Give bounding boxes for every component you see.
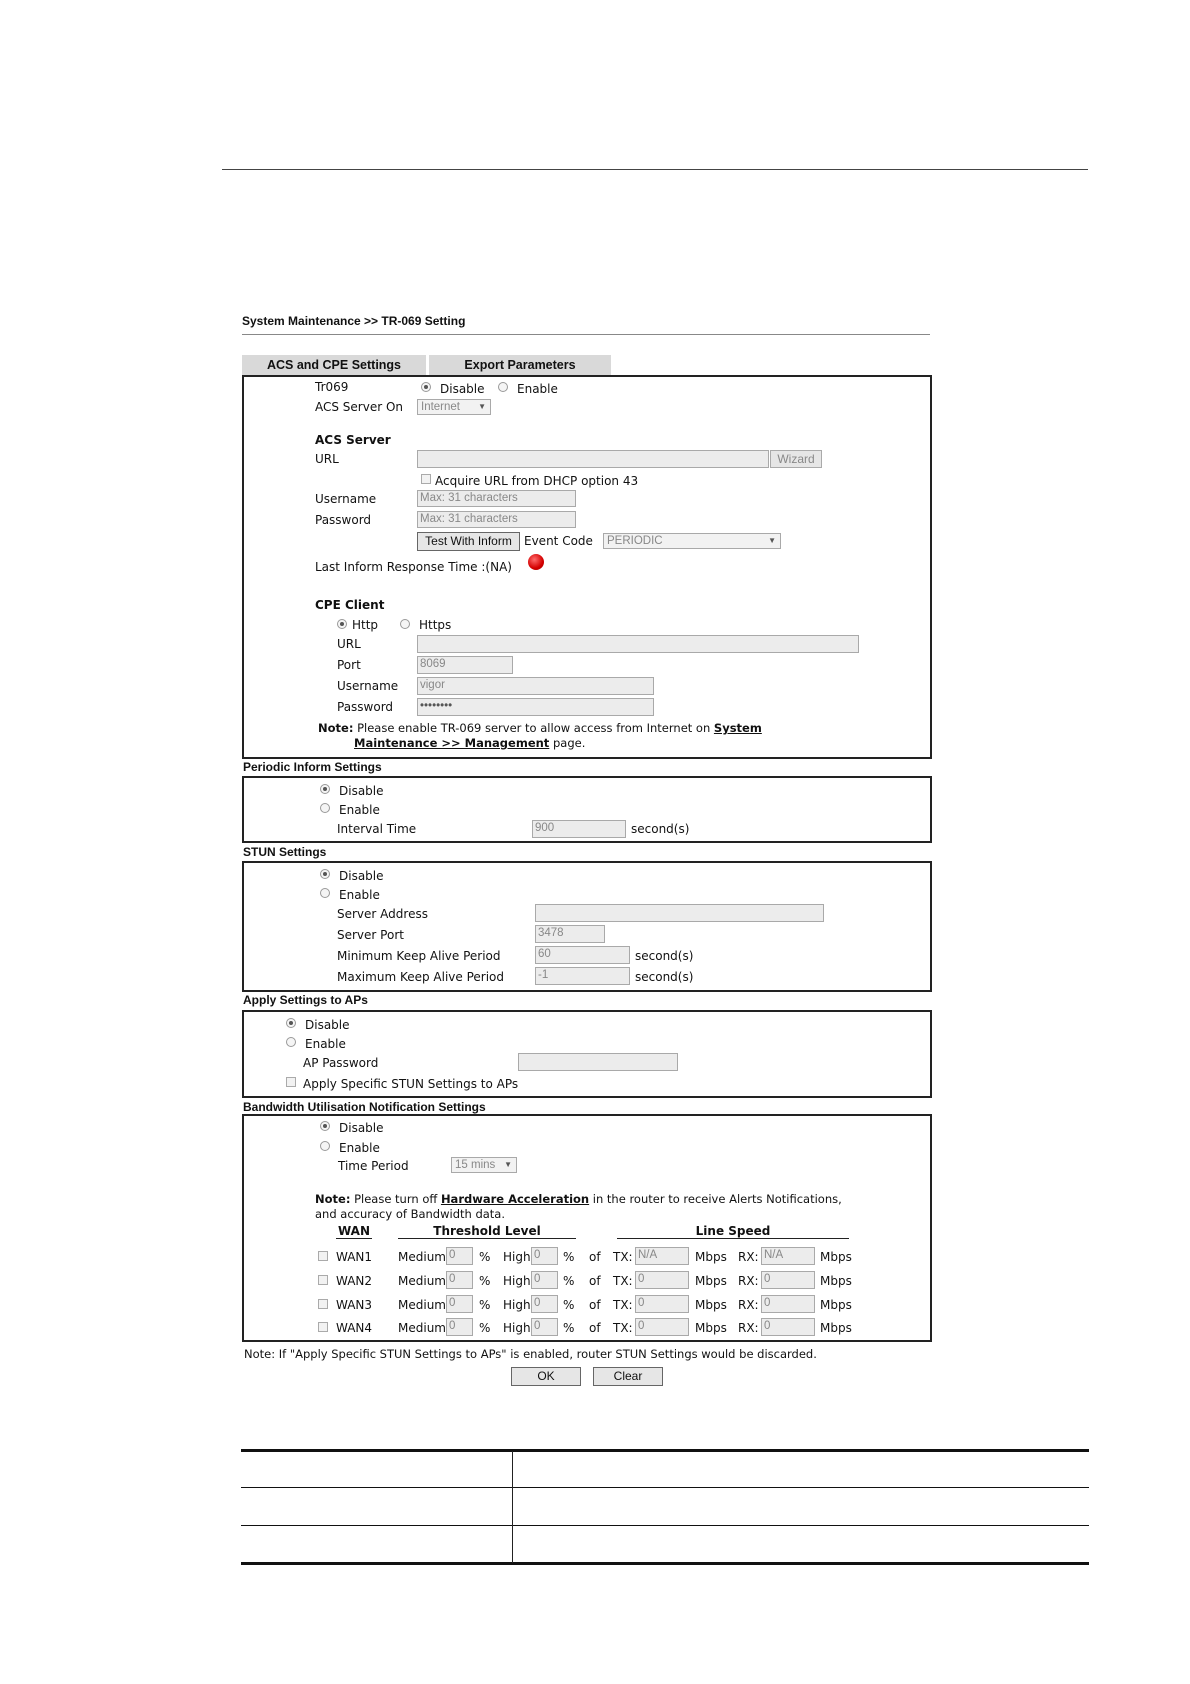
interval-unit: second(s) [631,822,690,836]
wan4-medium-input[interactable]: 0 [446,1318,473,1336]
max-keep-alive-unit: second(s) [635,970,694,984]
wan1-rx-unit: Mbps [820,1250,852,1264]
periodic-enable-radio[interactable] [320,803,330,813]
wan4-of-label: of [589,1321,601,1335]
wan3-of-label: of [589,1298,601,1312]
wan4-tx-label: TX: [613,1321,633,1335]
title-divider [242,334,930,335]
wan2-high-percent: % [563,1274,575,1288]
stun-disable-radio[interactable] [320,869,330,879]
wan2-medium-percent: % [479,1274,491,1288]
col-wan-header: WAN [337,1224,371,1238]
wan3-high-percent: % [563,1298,575,1312]
stun-server-address-input[interactable] [535,904,824,922]
wan4-medium-label: Medium [398,1321,446,1335]
wan1-label: WAN1 [336,1250,373,1264]
tr069-disable-radio[interactable] [421,382,431,392]
status-indicator-icon [528,554,544,570]
acs-server-on-select[interactable] [417,399,491,415]
acs-url-input[interactable] [417,450,769,468]
table-row-divider [241,1525,1089,1526]
time-period-value: 15 mins [455,1159,496,1171]
chevron-down-icon: ▼ [504,1160,512,1169]
ok-button[interactable]: OK [511,1367,581,1386]
wan4-rx-unit: Mbps [820,1321,852,1335]
aps-disable-radio[interactable] [286,1018,296,1028]
cpe-port-input[interactable]: 8069 [417,656,513,674]
periodic-inform-heading: Periodic Inform Settings [243,760,382,774]
wan2-label: WAN2 [336,1274,373,1288]
wan4-high-label: High [503,1321,531,1335]
maintenance-management-link[interactable]: Maintenance >> Management [354,736,550,750]
cpe-username-label: Username [337,679,399,693]
chevron-down-icon: ▼ [478,402,486,411]
interval-time-label: Interval Time [337,822,417,836]
wan4-tx-unit: Mbps [695,1321,727,1335]
wan3-label: WAN3 [336,1298,373,1312]
time-period-label: Time Period [338,1159,409,1173]
wan1-medium-input[interactable]: 0 [446,1247,473,1265]
wan1-high-input[interactable]: 0 [531,1247,558,1265]
table-column-divider [512,1451,513,1563]
aps-enable-label: Enable [305,1037,346,1051]
wan1-high-percent: % [563,1250,575,1264]
time-period-select[interactable] [451,1157,517,1173]
bandwidth-heading: Bandwidth Utilisation Notification Settings [243,1100,486,1114]
wan4-tx-input[interactable]: 0 [635,1318,689,1336]
cpe-note-suffix: page. [552,736,586,750]
bw-note-text-1: Please turn off [354,1192,438,1206]
periodic-enable-label: Enable [339,803,380,817]
cpe-password-label: Password [337,700,394,714]
apply-stun-checkbox[interactable] [286,1077,296,1087]
tab-export-parameters[interactable]: Export Parameters [429,355,611,375]
periodic-disable-label: Disable [339,784,384,798]
acs-password-input[interactable]: Max: 31 characters [417,511,576,528]
bw-note-prefix: Note: [315,1192,351,1206]
dhcp-option-checkbox[interactable] [421,474,431,484]
bw-enable-label: Enable [339,1141,380,1155]
wan2-high-label: High [503,1274,531,1288]
wan4-label: WAN4 [336,1321,373,1335]
wan4-medium-percent: % [479,1321,491,1335]
wan1-tx-unit: Mbps [695,1250,727,1264]
tab-acs-cpe-settings[interactable]: ACS and CPE Settings [242,355,426,375]
bw-disable-radio[interactable] [320,1121,330,1131]
tr069-enable-radio[interactable] [498,382,508,392]
stun-enable-label: Enable [339,888,380,902]
wan1-tx-label: TX: [613,1250,633,1264]
wan3-rx-input[interactable]: 0 [761,1295,815,1313]
system-link[interactable]: System [713,721,762,735]
wan4-rx-input[interactable]: 0 [761,1318,815,1336]
stun-server-address-label: Server Address [337,907,428,921]
wan1-tx-input[interactable]: N/A [635,1247,689,1265]
bw-disable-label: Disable [339,1121,384,1135]
cpe-http-label: Http [352,618,379,632]
wan3-rx-unit: Mbps [820,1298,852,1312]
wan3-tx-label: TX: [613,1298,633,1312]
wan2-rx-unit: Mbps [820,1274,852,1288]
stun-enable-radio[interactable] [320,888,330,898]
wan2-checkbox[interactable] [318,1275,328,1285]
wan2-medium-label: Medium [398,1274,446,1288]
min-keep-alive-input[interactable]: 60 [535,946,630,964]
acs-server-on-value: Internet [421,401,460,413]
wan2-of-label: of [589,1274,601,1288]
wan3-rx-label: RX: [738,1298,759,1312]
tr069-label: Tr069 [315,380,349,394]
wan4-checkbox[interactable] [318,1322,328,1332]
wan3-high-label: High [503,1298,531,1312]
event-code-select[interactable] [603,533,781,549]
wan3-tx-input[interactable]: 0 [635,1295,689,1313]
cpe-note-prefix: Note: [318,721,354,735]
cpe-http-radio[interactable] [337,619,347,629]
event-code-value: PERIODIC [607,535,663,547]
table-top-rule [241,1449,1089,1452]
cpe-url-label: URL [337,637,361,651]
wan1-high-label: High [503,1250,531,1264]
col-line-speed-header: Line Speed [617,1224,849,1239]
bw-enable-radio[interactable] [320,1141,330,1151]
footer-note: Note: If "Apply Specific STUN Settings to APs" is enabled, router STUN Settings would be discarded. [244,1347,817,1361]
wan4-high-input[interactable]: 0 [531,1318,558,1336]
wan1-medium-percent: % [479,1250,491,1264]
event-code-label: Event Code [524,534,593,548]
cpe-client-heading: CPE Client [315,598,385,612]
wan2-high-input[interactable]: 0 [531,1271,558,1289]
wan3-checkbox[interactable] [318,1299,328,1309]
min-keep-alive-label: Minimum Keep Alive Period [337,949,501,963]
interval-time-input[interactable]: 900 [532,820,626,838]
wan4-rx-label: RX: [738,1321,759,1335]
acs-server-heading: ACS Server [315,433,391,447]
wan1-rx-input[interactable]: N/A [761,1247,815,1265]
wan1-rx-label: RX: [738,1250,759,1264]
wan2-rx-input[interactable]: 0 [761,1271,815,1289]
aps-disable-label: Disable [305,1018,350,1032]
test-with-inform-button[interactable]: Test With Inform [417,532,520,551]
cpe-note-text: Please enable TR-069 server to allow access from Internet on [357,721,711,735]
periodic-disable-radio[interactable] [320,784,330,794]
acs-server-on-label: ACS Server On [315,400,404,414]
cpe-password-input[interactable]: •••••••• [417,698,654,716]
wan2-medium-input[interactable]: 0 [446,1271,473,1289]
wan3-medium-percent: % [479,1298,491,1312]
wan1-of-label: of [589,1250,601,1264]
dhcp-option-label: Acquire URL from DHCP option 43 [435,474,639,488]
bw-note-text-2: in the router to receive Alerts Notifications, [592,1192,842,1206]
wan3-medium-input[interactable]: 0 [446,1295,473,1313]
cpe-https-label: Https [419,618,452,632]
cpe-url-input[interactable] [417,635,859,653]
page-title: System Maintenance >> TR-069 Setting [242,314,466,328]
aps-enable-radio[interactable] [286,1037,296,1047]
col-threshold-header: Threshold Level [398,1224,576,1239]
wan2-rx-label: RX: [738,1274,759,1288]
wan1-checkbox[interactable] [318,1251,328,1261]
bw-note-line-2: and accuracy of Bandwidth data. [315,1207,506,1221]
wan4-high-percent: % [563,1321,575,1335]
max-keep-alive-label: Maximum Keep Alive Period [337,970,505,984]
wan1-medium-label: Medium [398,1250,446,1264]
cpe-username-input[interactable]: vigor [417,677,654,695]
stun-server-port-label: Server Port [337,928,404,942]
wan3-tx-unit: Mbps [695,1298,727,1312]
ap-password-input[interactable] [518,1053,678,1071]
wizard-button[interactable]: Wizard [770,450,822,468]
clear-button[interactable]: Clear [593,1367,663,1386]
table-row-divider [241,1487,1089,1488]
stun-server-port-input[interactable]: 3478 [535,925,605,943]
page-top-rule [222,169,1088,170]
ap-password-label: AP Password [303,1056,379,1070]
wan2-tx-input[interactable]: 0 [635,1271,689,1289]
min-keep-alive-unit: second(s) [635,949,694,963]
cpe-https-radio[interactable] [400,619,410,629]
wan3-medium-label: Medium [398,1298,446,1312]
tr069-disable-label: Disable [440,382,485,396]
stun-disable-label: Disable [339,869,384,883]
cpe-port-label: Port [337,658,361,672]
tr069-enable-label: Enable [517,382,558,396]
acs-username-label: Username [315,492,377,506]
wan2-tx-unit: Mbps [695,1274,727,1288]
apply-aps-heading: Apply Settings to APs [243,993,368,1007]
wan3-high-input[interactable]: 0 [531,1295,558,1313]
acs-password-label: Password [315,513,372,527]
acs-username-input[interactable]: Max: 31 characters [417,490,576,507]
wan2-tx-label: TX: [613,1274,633,1288]
acs-url-label: URL [315,452,339,466]
max-keep-alive-input[interactable]: -1 [535,967,630,985]
chevron-down-icon: ▼ [768,536,776,545]
hardware-acceleration-link[interactable]: Hardware Acceleration [440,1192,590,1206]
stun-heading: STUN Settings [243,845,327,859]
apply-stun-label: Apply Specific STUN Settings to APs [303,1077,519,1091]
table-bottom-rule [241,1562,1089,1565]
last-inform-text: Last Inform Response Time :(NA) [315,560,512,574]
